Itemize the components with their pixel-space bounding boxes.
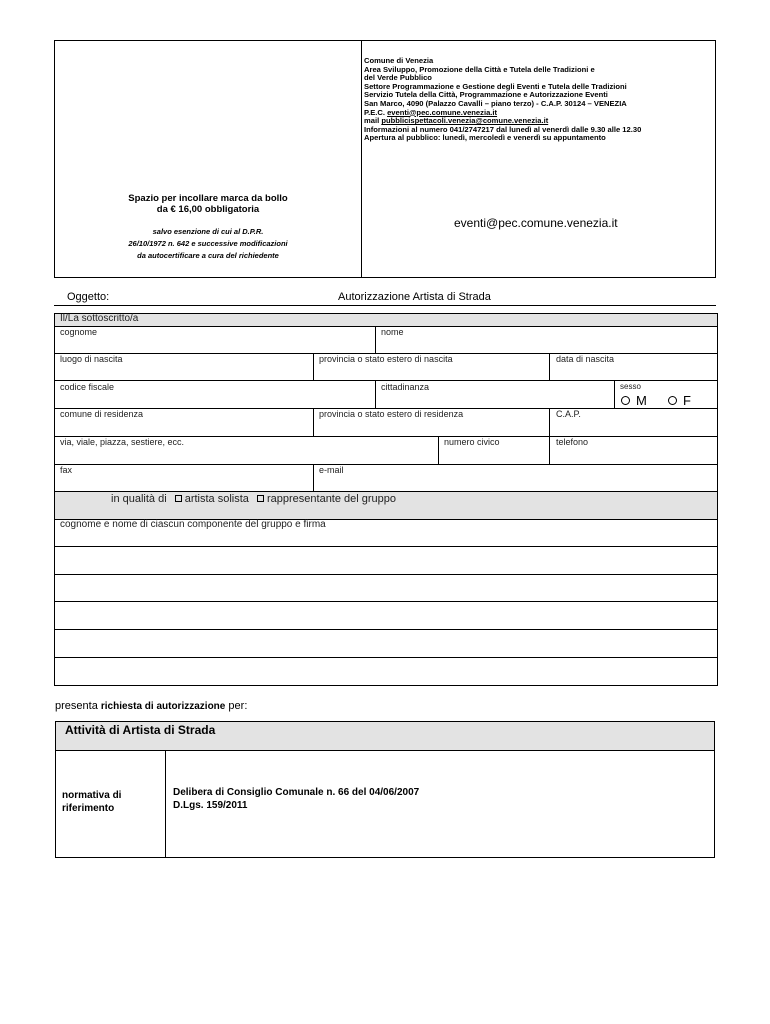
fax-label: fax bbox=[60, 465, 73, 475]
cittadinanza-label: cittadinanza bbox=[381, 382, 430, 392]
via-label: via, viale, piazza, sestiere, ecc. bbox=[60, 437, 185, 447]
stamp-note-line1: salvo esenzione di cui al D.P.R. bbox=[152, 227, 264, 236]
mail-label: mail bbox=[364, 116, 382, 126]
stamp-note-line2: 26/10/1972 n. 642 e successive modificazioni bbox=[128, 239, 288, 248]
provincia-nascita-label: provincia o stato estero di nascita bbox=[319, 354, 453, 364]
cognome-field[interactable] bbox=[55, 338, 374, 352]
col-divider bbox=[375, 326, 376, 353]
provincia-residenza-label: provincia o stato estero di residenza bbox=[319, 409, 464, 419]
normativa-value-line2: D.Lgs. 159/2011 bbox=[173, 800, 248, 811]
telefono-field[interactable] bbox=[551, 448, 716, 463]
col-divider bbox=[549, 353, 550, 380]
col-divider bbox=[313, 353, 314, 380]
componente-row-4[interactable] bbox=[55, 630, 717, 656]
componente-row-2[interactable] bbox=[55, 575, 717, 600]
codice-fiscale-field[interactable] bbox=[55, 393, 374, 407]
provincia-residenza-field[interactable] bbox=[315, 420, 548, 435]
codice-fiscale-label: codice fiscale bbox=[60, 382, 115, 392]
normativa-label-line2: riferimento bbox=[62, 803, 115, 814]
qualita-row bbox=[111, 493, 396, 505]
office-info-line: Informazioni al numero 041/2747217 dal lunedì al venerdì dalle 9.30 alle 12.30 bbox=[364, 124, 642, 134]
section-title: Il/La sottoscritto/a bbox=[60, 313, 139, 324]
office-line5: Servizio Tutela della Città, Programmazione e Autorizzazione Eventi bbox=[364, 90, 608, 100]
row-divider bbox=[54, 491, 718, 492]
comune-residenza-label: comune di residenza bbox=[60, 409, 144, 419]
activity-column-divider bbox=[165, 750, 166, 857]
luogo-nascita-label: luogo di nascita bbox=[60, 354, 123, 364]
activity-title: Attività di Artista di Strada bbox=[65, 723, 216, 737]
componente-row-5[interactable] bbox=[55, 658, 717, 685]
office-line1: Comune di Venezia bbox=[364, 56, 434, 65]
oggetto-value: Autorizzazione Artista di Strada bbox=[338, 291, 491, 303]
stamp-exemption-note bbox=[62, 226, 354, 262]
data-nascita-label: data di nascita bbox=[556, 354, 615, 364]
stamp-title-line2: da € 16,00 obbligatoria bbox=[156, 204, 260, 215]
comune-residenza-field[interactable] bbox=[55, 420, 312, 435]
col-divider bbox=[313, 408, 314, 436]
col-divider bbox=[438, 436, 439, 464]
cittadinanza-field[interactable] bbox=[377, 393, 613, 407]
componenti-label: cognome e nome di ciascun componente del gruppo e firma bbox=[60, 519, 326, 530]
header-divider bbox=[361, 40, 362, 278]
presenta-prefix: presenta bbox=[55, 700, 101, 712]
row-divider bbox=[54, 380, 718, 381]
cognome-label: cognome bbox=[60, 327, 98, 337]
presenta-bold: richiesta di autorizzazione bbox=[100, 701, 226, 712]
luogo-nascita-field[interactable] bbox=[55, 365, 312, 379]
componente-row-3[interactable] bbox=[55, 602, 717, 628]
stamp-title-line1: Spazio per incollare marca da bollo bbox=[128, 193, 288, 204]
nome-label: nome bbox=[381, 327, 404, 337]
office-line4: Settore Programmazione e Gestione degli Eventi e Tutela delle Tradizioni bbox=[364, 81, 627, 91]
stamp-note-line3: da autocertificare a cura del richiedente bbox=[137, 251, 279, 260]
office-line6: San Marco, 4090 (Palazzo Cavalli – piano terzo) - C.A.P. 30124 – VENEZIA bbox=[364, 98, 627, 108]
mail-email-link[interactable]: pubblicispettacoli.venezia@comune.venezia.it bbox=[381, 116, 549, 126]
presenta-line bbox=[55, 700, 247, 712]
option-artista-solista[interactable] bbox=[170, 493, 249, 505]
provincia-nascita-field[interactable] bbox=[315, 365, 548, 379]
componente-row-1[interactable] bbox=[55, 547, 717, 573]
radio-circle-icon bbox=[668, 396, 677, 405]
sex-f-label: F bbox=[683, 393, 691, 408]
option-rappresentante-gruppo[interactable] bbox=[252, 493, 396, 505]
nome-field[interactable] bbox=[377, 338, 716, 352]
sex-option-m[interactable] bbox=[621, 393, 647, 408]
sesso-label: sesso bbox=[620, 382, 641, 391]
row-divider bbox=[54, 464, 718, 465]
cap-field[interactable] bbox=[551, 420, 716, 435]
oggetto-underline bbox=[54, 305, 716, 306]
pec-label: P.E.C. bbox=[364, 107, 388, 117]
email-label: e-mail bbox=[319, 465, 344, 475]
checkbox-square-icon bbox=[175, 495, 182, 502]
pec-email-link[interactable]: eventi@pec.comune.venezia.it bbox=[387, 107, 498, 117]
normativa-value bbox=[173, 786, 419, 812]
presenta-suffix: per: bbox=[225, 700, 248, 712]
telefono-label: telefono bbox=[556, 437, 589, 447]
col-divider bbox=[549, 408, 550, 436]
normativa-label-line1: normativa di bbox=[62, 790, 122, 801]
artista-solista-label: artista solista bbox=[184, 493, 249, 505]
numero-civico-field[interactable] bbox=[440, 448, 548, 463]
numero-civico-label: numero civico bbox=[444, 437, 500, 447]
sex-option-f[interactable] bbox=[668, 393, 691, 408]
rappresentante-gruppo-label: rappresentante del gruppo bbox=[266, 493, 397, 505]
office-line3: del Verde Pubblico bbox=[364, 73, 432, 83]
stamp-space-title bbox=[62, 193, 354, 215]
cap-label: C.A.P. bbox=[556, 409, 581, 419]
normativa-label bbox=[62, 789, 162, 815]
qualita-prefix: in qualità di bbox=[111, 493, 167, 505]
oggetto-label: Oggetto: bbox=[67, 291, 110, 303]
col-divider bbox=[313, 464, 314, 491]
sex-m-label: M bbox=[636, 393, 647, 408]
col-divider bbox=[549, 436, 550, 464]
col-divider bbox=[614, 380, 615, 408]
office-hours-line: Apertura al pubblico: lunedì, mercoledì e venerdì su appuntamento bbox=[364, 133, 606, 143]
data-nascita-field[interactable] bbox=[551, 365, 716, 379]
office-line2: Area Sviluppo, Promozione della Città e Tutela delle Tradizioni e bbox=[364, 64, 595, 74]
normativa-value-line1: Delibera di Consiglio Comunale n. 66 del 04/06/2007 bbox=[173, 787, 420, 798]
radio-circle-icon bbox=[621, 396, 630, 405]
fax-field[interactable] bbox=[55, 476, 312, 490]
checkbox-square-icon bbox=[257, 495, 264, 502]
office-address-block bbox=[364, 57, 709, 143]
email-field[interactable] bbox=[315, 476, 716, 490]
via-field[interactable] bbox=[55, 448, 437, 463]
pec-email-large: eventi@pec.comune.venezia.it bbox=[454, 216, 618, 230]
col-divider bbox=[375, 380, 376, 408]
